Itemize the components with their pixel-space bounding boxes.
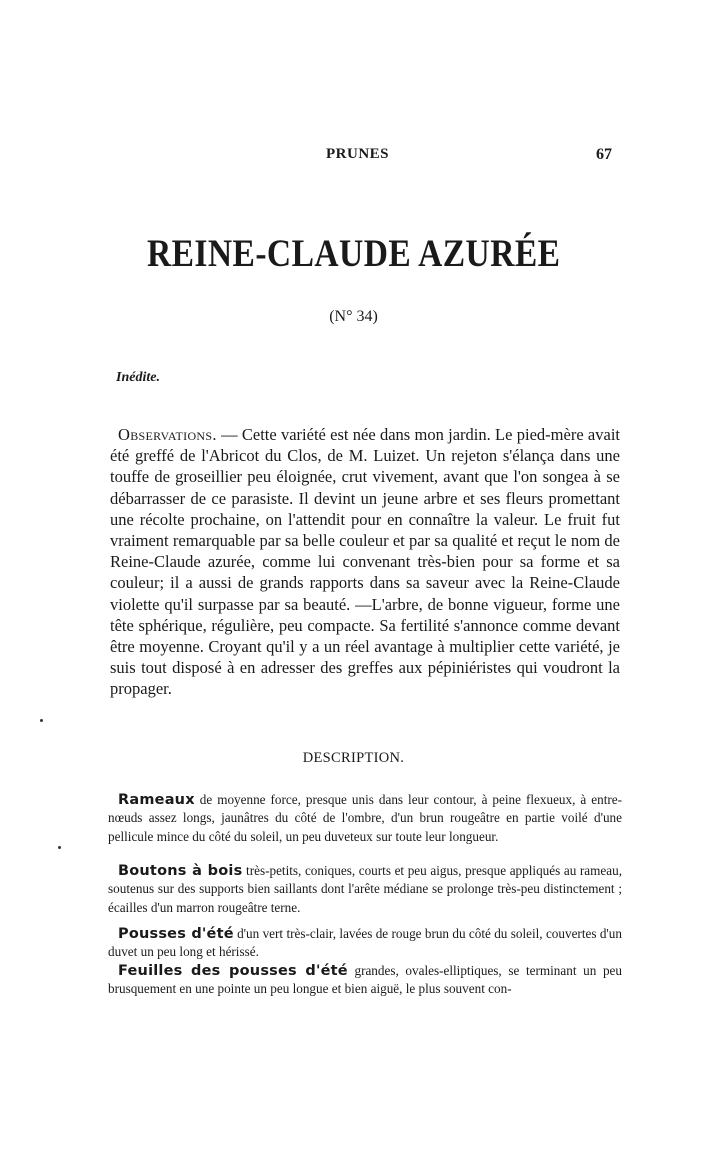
description-entry-pousses xyxy=(108,925,622,962)
observations-text: — Cette variété est née dans mon jardin. Le pied-mère avait été greffé de l'Abricot du Clos, de M. Luizet. Un rejeton s'élança dans une touffe de groseillier peu éloignée, crut vivement, avant que l'on songea à se débarrasser de ce parasiste. Il devint un jeune arbre et ses fleurs promettant une récolte prochaine, on l'attendit pour en connaître la valeur. Le fruit fut vraiment remarquable par sa belle couleur et par sa qualité et reçut le nom de Reine-Claude azurée, comme lui convenant très-bien pour sa forme et sa couleur; il a aussi de grands rapports dans sa saveur avec la Reine-Claude violette qu'il surpasse par sa beauté. —L'arbre, de bonne vigueur, forme une tête sphérique, régulière, peu compacte. Sa fertilité s'annonce comme devant être moyenne. Croyant qu'il y a un réel avantage à multiplier cette variété, je suis tout disposé à en adresser des greffes aux pépiniéristes qui voudront la propager. xyxy=(110,425,620,699)
status-note: Inédite. xyxy=(116,370,160,385)
description-text: d'un vert très-clair, lavées de rouge brun du côté du soleil, couvertes d'un duvet un peu long et hérissé. xyxy=(108,926,622,960)
description-text: de moyenne force, presque unis dans leur contour, à peine flexueux, à entre-nœuds assez longs, jaunâtres du côté de l'ombre, d'un brun rougeâtre en partie voilé d'une pellicule mince du côté du soleil, un peu duveteux sur toute leur longueur. xyxy=(108,792,622,844)
description-entry-feuilles xyxy=(108,962,622,999)
description-text: très-petits, coniques, courts et peu aigus, presque appliqués au rameau, soutenus sur des supports bien saillants dont l'arête médiane se prolonge très-peu distinctement ; écailles d'un marron rougeâtre terne. xyxy=(108,863,622,915)
description-term: Pousses d'été xyxy=(118,926,234,942)
observations-paragraph xyxy=(110,424,620,700)
description-term: Feuilles des pousses d'été xyxy=(118,963,348,979)
description-heading: DESCRIPTION. xyxy=(302,750,405,766)
running-head xyxy=(0,146,707,166)
print-speck xyxy=(58,846,61,849)
description-entry-rameaux xyxy=(108,791,622,846)
description-entry-boutons xyxy=(108,862,622,917)
description-text: grandes, ovales-elliptiques, se terminant un peu brusquement en une pointe un peu longue et bien aiguë, le plus souvent con- xyxy=(108,963,622,997)
print-speck xyxy=(40,719,43,722)
page-number: 67 xyxy=(596,146,612,163)
variety-title: REINE-CLAUDE AZURÉE xyxy=(146,232,561,275)
variety-number: (N° 34) xyxy=(329,308,378,325)
running-title: PRUNES xyxy=(326,146,390,162)
description-term: Boutons à bois xyxy=(118,863,243,879)
description-term: Rameaux xyxy=(118,792,195,808)
observations-lead: Observations. xyxy=(118,425,217,444)
